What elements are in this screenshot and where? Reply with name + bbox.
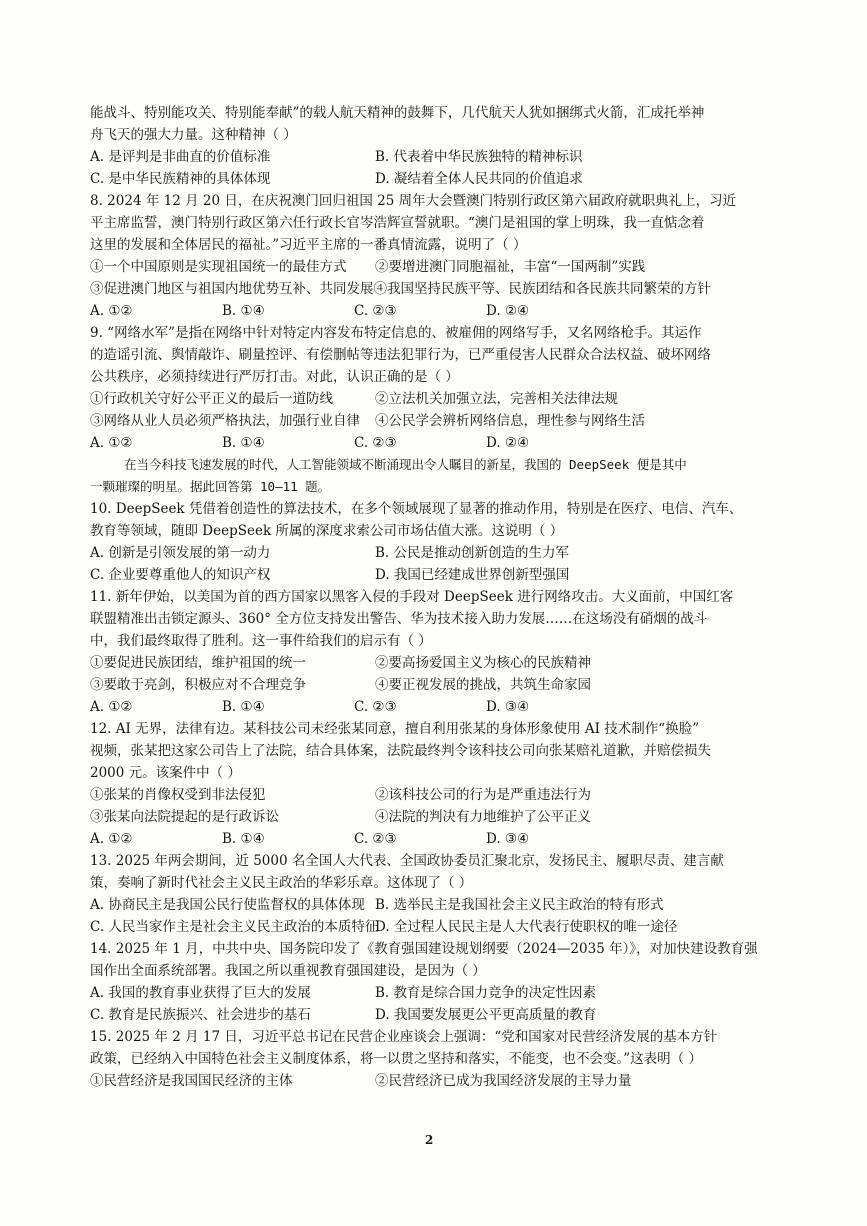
option-row — [90, 1004, 785, 1026]
text-line: 9. “网络水军”是指在网络中针对特定内容发布特定信息的、被雇佣的网络写手，又名网络枪手。其运作 — [90, 325, 702, 341]
text-line: 2000 元。该案件中（ ） — [90, 765, 241, 781]
text-line: 联盟精准出击锁定源头、360° 全方位支持发出警告、华为技术接入助力发展……在这场没有硝烟的战斗 — [90, 611, 708, 627]
option-row — [90, 916, 785, 938]
answer-option: A. ①② — [90, 699, 133, 715]
answer-option: A. ①② — [90, 831, 133, 847]
option-row — [90, 564, 785, 586]
option-right: D. 凝结着全体人民共同的价值追求 — [375, 171, 583, 187]
option-right: B. 公民是推动创新创造的生力军 — [375, 545, 570, 561]
option-row — [90, 652, 785, 674]
answer-options-row — [90, 300, 785, 322]
option-left: ①要促进民族团结，维护祖国的统一 — [90, 655, 306, 671]
text-line: 平主席监誓，澳门特别行政区第六任行政长官岑浩辉宣誓就职。“澳门是祖国的掌上明珠，我一直惦念着 — [90, 215, 705, 231]
exam-content — [90, 102, 785, 1092]
answer-options-row — [90, 432, 785, 454]
option-row — [90, 542, 785, 564]
text-line: 中，我们最终取得了胜利。这一事件给我们的启示有（ ） — [90, 633, 432, 649]
option-left: A. 我国的教育事业获得了巨大的发展 — [90, 985, 311, 1001]
option-right: ②立法机关加强立法，完善相关法律法规 — [375, 391, 618, 407]
option-left: C. 是中华民族精神的具体体现 — [90, 171, 271, 187]
answer-option: B. ①④ — [222, 699, 265, 715]
option-left: ③网络从业人员必须严格执法，加强行业自律 — [90, 413, 360, 429]
answer-option: B. ①④ — [222, 435, 265, 451]
page-number: 2 — [425, 1133, 434, 1147]
text-line: 策，奏响了新时代社会主义民主政治的华彩乐章。这体现了（ ） — [90, 875, 473, 891]
option-row — [90, 256, 785, 278]
text-line: 15. 2025 年 2 月 17 日，习近平总书记在民营企业座谈会上强调：“党和国家对民营经济发展的基本方针 — [90, 1029, 718, 1045]
material-line: 一颗璀璨的明星。据此回答第 10—11 题。 — [90, 479, 331, 494]
answer-options-row — [90, 696, 785, 718]
answer-option: D. ②④ — [486, 435, 530, 451]
option-left: C. 教育是民族振兴、社会进步的基石 — [90, 1007, 311, 1023]
option-row — [90, 146, 785, 168]
option-left: C. 企业要尊重他人的知识产权 — [90, 567, 271, 583]
answer-options-row — [90, 828, 785, 850]
option-right: B. 选举民主是我国社会主义民主政治的特有形式 — [375, 897, 664, 913]
answer-option: D. ③④ — [486, 831, 530, 847]
text-line: 11. 新年伊始，以美国为首的西方国家以黑客入侵的手段对 DeepSeek 进行网络攻击。大义面前，中国红客 — [90, 589, 734, 605]
answer-option: B. ①④ — [222, 303, 265, 319]
option-right: ②该科技公司的行为是严重违法行为 — [375, 787, 591, 803]
answer-option: D. ②④ — [486, 303, 530, 319]
option-left: ①民营经济是我国国民经济的主体 — [90, 1073, 293, 1089]
text-line: 视频，张某把这家公司告上了法院，结合具体案，法院最终判令该科技公司向张某赔礼道歉，并赔偿损失 — [90, 743, 711, 759]
text-line: 这里的发展和全体居民的福祉。”习近平主席的一番真情流露，说明了（ ） — [90, 237, 527, 253]
text-line: 13. 2025 年两会期间，近 5000 名全国人大代表、全国政协委员汇聚北京，发扬民主、履职尽责、建言献 — [90, 853, 724, 869]
text-line: 12. AI 无界，法律有边。某科技公司未经张某同意，擅自利用张某的身体形象使用 AI 技术制作“换脸” — [90, 721, 700, 737]
option-left: ①一个中国原则是实现祖国统一的最佳方式 — [90, 259, 347, 275]
text-line: 国作出全面系统部署。我国之所以重视教育强国建设，是因为（ ） — [90, 963, 486, 979]
option-row — [90, 388, 785, 410]
option-right: ④公民学会辨析网络信息，理性参与网络生活 — [375, 413, 645, 429]
option-row — [90, 168, 785, 190]
answer-option: B. ①④ — [222, 831, 265, 847]
text-line: 教育等领域，随即 DeepSeek 所属的深度求索公司市场估值大涨。这说明（ ） — [90, 523, 564, 539]
option-right: ②要高扬爱国主义为核心的民族精神 — [375, 655, 591, 671]
option-right: B. 教育是综合国力竞争的决定性因素 — [375, 985, 597, 1001]
option-row — [90, 806, 785, 828]
answer-option: A. ①② — [90, 303, 133, 319]
answer-option: C. ②③ — [354, 303, 397, 319]
option-left: A. 协商民主是我国公民行使监督权的具体体现 — [90, 897, 365, 913]
option-right: B. 代表着中华民族独特的精神标识 — [375, 149, 583, 165]
option-row — [90, 1070, 785, 1092]
option-left: ①行政机关守好公平正义的最后一道防线 — [90, 391, 333, 407]
option-left: C. 人民当家作主是社会主义民主政治的本质特征 — [90, 919, 379, 935]
option-left: ③张某向法院提起的是行政诉讼 — [90, 809, 279, 825]
option-right: D. 全过程人民民主是人大代表行使职权的唯一途径 — [375, 919, 678, 935]
material-line: 在当今科技飞速发展的时代，人工智能领域不断涌现出令人瞩目的新星，我国的 DeepSeek 便是其中 — [124, 457, 687, 472]
option-row — [90, 982, 785, 1004]
text-line: 公共秩序，必须持续进行严厉打击。对此，认识正确的是（ ） — [90, 369, 459, 385]
option-row — [90, 784, 785, 806]
option-right: ②民营经济已成为我国经济发展的主导力量 — [375, 1073, 632, 1089]
text-line: 8. 2024 年 12 月 20 日，在庆祝澳门回归祖国 25 周年大会暨澳门特别行政区第六届政府就职典礼上，习近 — [90, 193, 737, 209]
option-right: ④要正视发展的挑战，共筑生命家园 — [375, 677, 591, 693]
answer-option: D. ③④ — [486, 699, 530, 715]
answer-option: C. ②③ — [354, 435, 397, 451]
text-line: ③促进澳门地区与祖国内地优势互补、共同发展④我国坚持民族平等、民族团结和各民族共同繁荣的方针 — [90, 281, 711, 297]
option-left: A. 创新是引领发展的第一动力 — [90, 545, 271, 561]
text-line: 政策，已经纳入中国特色社会主义制度体系，将一以贯之坚持和落实，不能变，也不会变。”这表明（ ） — [90, 1051, 702, 1067]
option-right: ④法院的判决有力地维护了公平正义 — [375, 809, 591, 825]
option-right: ②要增进澳门同胞福祉，丰富“一国两制”实践 — [375, 259, 646, 275]
text-line: 14. 2025 年 1 月，中共中央、国务院印发了《教育强国建设规划纲要（2024—2035 年）》，对加快建设教育强 — [90, 941, 758, 957]
option-left: ③要敢于亮剑，积极应对不合理竞争 — [90, 677, 306, 693]
text-line: 的造谣引流、舆情敲诈、刷量控评、有偿删帖等违法犯罪行为，已严重侵害人民群众合法权益、破坏网络 — [90, 347, 711, 363]
text-line: 10. DeepSeek 凭借着创造性的算法技术，在多个领域展现了显著的推动作用，特别是在医疗、电信、汽车、 — [90, 501, 743, 517]
option-right: D. 我国要发展更公平更高质量的教育 — [375, 1007, 597, 1023]
option-row — [90, 894, 785, 916]
option-row — [90, 674, 785, 696]
answer-option: A. ①② — [90, 435, 133, 451]
option-right: D. 我国已经建成世界创新型强国 — [375, 567, 570, 583]
text-line: 能战斗、特别能攻关、特别能奉献”的载人航天精神的鼓舞下，几代航天人犹如捆绑式火箭，汇成托举神 — [90, 105, 705, 121]
text-line: 舟飞天的强大力量。这种精神（ ） — [90, 127, 297, 143]
option-left: ①张某的肖像权受到非法侵犯 — [90, 787, 266, 803]
option-row — [90, 410, 785, 432]
answer-option: C. ②③ — [354, 699, 397, 715]
option-left: A. 是评判是非曲直的价值标准 — [90, 149, 271, 165]
answer-option: C. ②③ — [354, 831, 397, 847]
